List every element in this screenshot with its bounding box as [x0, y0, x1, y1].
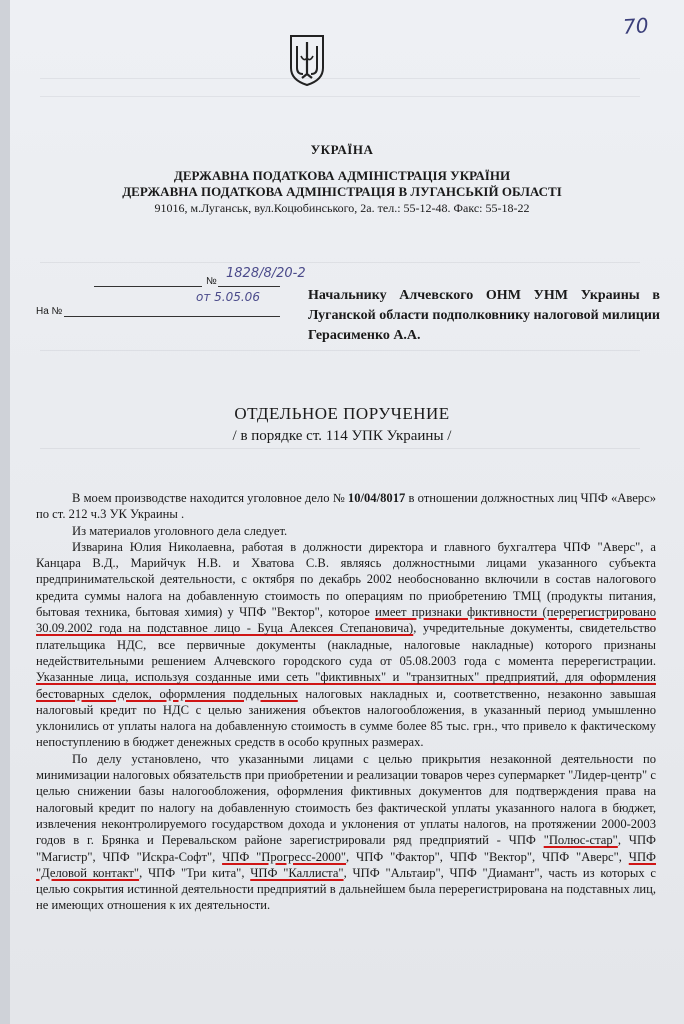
- agency-address: 91016, м.Луганськ, вул.Коцюбинського, 2а. тел.: 55-12-48. Факс: 55-18-22: [154, 201, 530, 215]
- handwritten-reg-date: от 5.05.06: [196, 290, 260, 304]
- case-number: 10/04/8017: [347, 491, 406, 505]
- document-body: [36, 490, 656, 914]
- handwritten-reg-number: 1828/8/20-2: [226, 266, 306, 281]
- handwritten-page-number: 70: [621, 13, 649, 39]
- document-title: ОТДЕЛЬНОЕ ПОРУЧЕНИЕ: [234, 404, 450, 423]
- bleed-through-line: [40, 448, 640, 449]
- paragraph-case: В моем производстве находится уголовное дело № 10/04/8017 в отношении должностных лиц ЧПФ «Аверс» по ст. 212 ч.3 УК Украины .: [36, 491, 656, 522]
- paragraph-intro: Из материалов уголовного дела следует.: [72, 523, 288, 538]
- reg-date-line: [94, 286, 202, 287]
- bleed-through-line: [40, 350, 640, 351]
- red-underline-fictitious: имеет признаки фиктивности (перерегистрировано 30.09.2002 года на подставное лицо - Буца Алексея Степановича): [36, 605, 656, 636]
- reg-number-label: №: [206, 276, 217, 287]
- bleed-through-line: [40, 96, 640, 97]
- bleed-through-line: [40, 262, 640, 263]
- red-underline-progress-2000: ЧПФ "Прогресс-2000": [222, 849, 347, 864]
- red-underline-delovoy-kontakt: ЧПФ "Деловой контакт": [36, 849, 656, 880]
- red-underline-polus-star: "Полюс-стар": [543, 833, 618, 848]
- reg-number-line: [218, 286, 280, 287]
- trident-emblem-icon: [288, 34, 326, 86]
- red-underline-transit-network: Указанные лица, используя созданные ими сеть "фиктивных" и "транзитных" предприятий, для оформления бестоварных сделок, оформления поддельных: [36, 670, 656, 701]
- document-subtitle: / в порядке ст. 114 УПК Украины /: [232, 428, 452, 444]
- ref-number-line: [64, 316, 280, 317]
- agency-name-national: ДЕРЖАВНА ПОДАТКОВА АДМІНІСТРАЦІЯ УКРАЇНИ: [173, 168, 511, 183]
- country-heading: УКРАЇНА: [310, 142, 374, 157]
- bleed-through-line: [40, 78, 640, 79]
- paragraph-established: По делу установлено, что указанными лицами с целью прикрытия незаконной деятельности по минимизации налоговых обязательств при приобретении и реализации товаров через супермаркет "Лидер-центр" с целью снижении базы налогообложения, оформления фиктивных документов для подтверждения права на налоговый кредит по налогу на добавленную стоимость без фактической уплаты указанного налога в бюджет, извлечения неконтролируемого государством дохода и уклонения от уплаты налогов, на протяжении 2000-2003 годов в г. Брянка и Перевальском районе зарегистрировали ряд предприятий - ЧПФ "Полюс-стар", ЧПФ "Магистр", ЧПФ "Искра-Софт", ЧПФ "Прогресс-2000", ЧПФ "Фактор", ЧПФ "Вектор", ЧПФ "Аверс", ЧПФ "Деловой контакт", ЧПФ "Три кита", ЧПФ "Каллиста", ЧПФ "Альтаир", ЧПФ "Диамант", часть из которых с целью сокрытия истинной деятельности предприятий в дальнейшем была перерегистрирована на подставных лиц, не имеющих отношения к их деятельности.: [36, 751, 656, 913]
- paragraph-facts: Изварина Юлия Николаевна, работая в должности директора и главного бухгалтера ЧПФ "Аверс", а Канцара В.Д., Марийчук Н.В. и Хватова С.В. являясь должностными лицами указанного субъекта предпринимательской деятельности, с октября по декабрь 2002 необоснованно включили в состав налогового кредита суммы налога на добавленную стоимость по операциям по приобретению ТМЦ (продукты питания, бытовая техника, бытовая химия) у ЧПФ "Вектор", которое имеет признаки фиктивности (перерегистрировано 30.09.2002 года на подставное лицо - Буца Алексея Степановича), учредительные документы, свидетельство плательщика НДС, все первичные документы (накладные, налоговые накладные) которого признаны недействительными решением Алчевского городского суда от 05.08.2003 года с момента перерегистрации. Указанные лица, используя созданные ими сеть "фиктивных" и "транзитных" предприятий, для оформления бестоварных сделок, оформления поддельных налоговых накладных и, соответственно, незаконно завышая налоговый кредит по НДС с целью занижения объектов налогообложения, в указанный период умышленно уклонились от уплаты налога на добавленную стоимость в сумме более 85 тыс. грн., что привело к фактическому непоступлению в бюджет денежных средств в особо крупных размерах.: [36, 539, 656, 750]
- addressee: Начальнику Алчевского ОНМ УНМ Украины в Луганской области подполковнику налоговой милиции Герасименко А.А.: [308, 288, 660, 343]
- ref-number-label: На №: [36, 306, 63, 317]
- red-underline-kallista: ЧПФ "Каллиста": [250, 865, 344, 880]
- agency-name-regional: ДЕРЖАВНА ПОДАТКОВА АДМІНІСТРАЦІЯ В ЛУГАНСЬКІЙ ОБЛАСТІ: [122, 184, 562, 199]
